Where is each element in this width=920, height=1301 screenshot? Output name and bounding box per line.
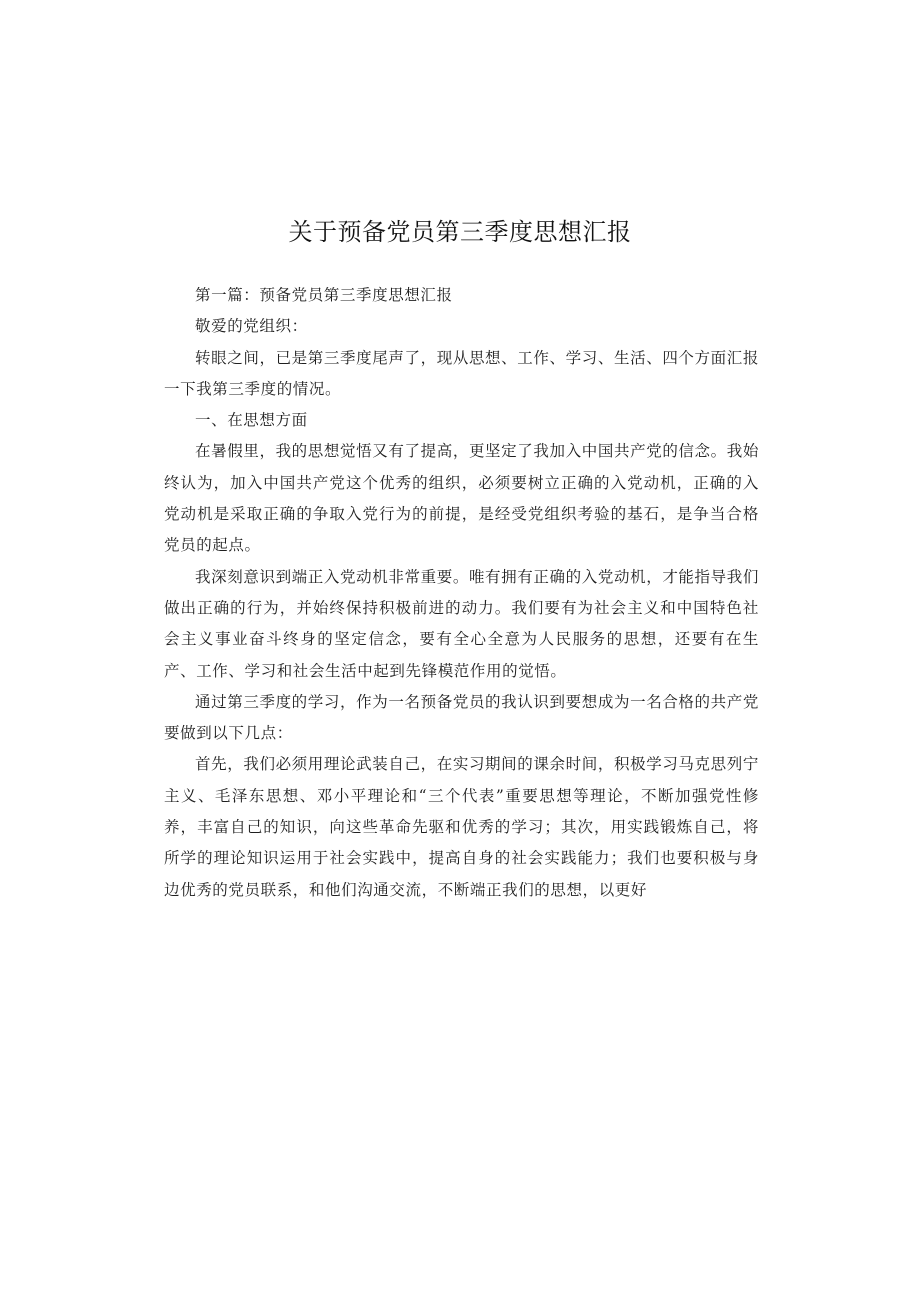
paragraph-intro: 转眼之间，已是第三季度尾声了，现从思想、工作、学习、生活、四个方面汇报一下我第三季度的情况。 <box>164 348 759 398</box>
paragraph-learning-points: 通过第三季度的学习，作为一名预备党员的我认识到要想成为一名合格的共产党要做到以下几点： <box>164 692 759 743</box>
paragraph-subheading-thought: 一、在思想方面 <box>195 411 308 430</box>
paragraph-salutation: 敬爱的党组织： <box>195 317 308 336</box>
document-title: 关于预备党员第三季度思想汇报 <box>288 218 632 246</box>
paragraph-motivation: 我深刻意识到端正入党动机非常重要。唯有拥有正确的入党动机，才能指导我们做出正确的行为，并始终保持积极前进的动力。我们要有为社会主义和中国特色社会主义事业奋斗终身的坚定信念，要有全心全意为人民服务的思想，还要有在生产、工作、学习和社会生活中起到先锋模范作用的觉悟。 <box>164 567 759 680</box>
document-body <box>164 280 759 906</box>
paragraph-section-heading: 第一篇：预备党员第三季度思想汇报 <box>195 286 453 304</box>
paragraph-summer-reflection: 在暑假里，我的思想觉悟又有了提高，更坚定了我加入中国共产党的信念。我始终认为，加入中国共产党这个优秀的组织，必须要树立正确的入党动机，正确的入党动机是采取正确的争取入党行为的前提，是经受党组织考验的基石，是争当合格党员的起点。 <box>164 442 759 555</box>
paragraph-first-second: 首先，我们必须用理论武装自己，在实习期间的课余时间，积极学习马克思列宁主义、毛泽东思想、邓小平理论和“三个代表”重要思想等理论，不断加强党性修养，丰富自己的知识，向这些革命先驱和优秀的学习；其次，用实践锻炼自己，将所学的理论知识运用于社会实践中，提高自身的社会实践能力；我们也要积极与身边优秀的党员联系，和他们沟通交流，不断端正我们的思想，以更好 <box>164 755 759 899</box>
